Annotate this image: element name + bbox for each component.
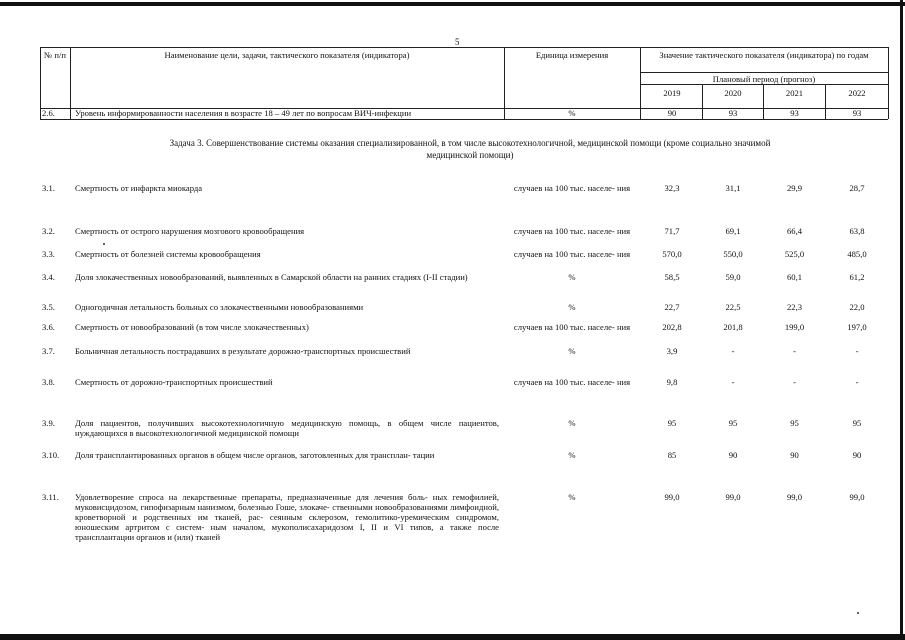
row-num: 3.6. xyxy=(42,322,55,332)
header-year-2020: 2020 xyxy=(724,88,742,98)
scan-border-right xyxy=(900,0,903,640)
row-value-2020: 550,0 xyxy=(723,249,743,259)
row-value-2020: 95 xyxy=(728,418,738,428)
row-value-2019: 95 xyxy=(667,418,677,428)
row-unit: % xyxy=(568,302,576,312)
scan-border-bottom xyxy=(0,634,905,640)
header-name: Наименование цели, задачи, тактического показателя (индикатора) xyxy=(164,50,410,60)
row-num: 3.5. xyxy=(42,302,55,312)
row-unit: случаев на 100 тыс. населе- ния xyxy=(513,322,631,332)
row-value-2021: 199,0 xyxy=(784,322,805,332)
row-value-2022: - xyxy=(855,377,859,387)
row-unit: % xyxy=(568,272,576,282)
row-num: 3.1. xyxy=(42,183,55,193)
row-value-2020: 90 xyxy=(728,450,738,460)
row-num: 2.6. xyxy=(42,108,55,118)
row-value-2022: 485,0 xyxy=(847,249,867,259)
scan-speck xyxy=(857,612,859,614)
row-value-2020: - xyxy=(731,346,735,356)
scan-border-top xyxy=(0,2,905,6)
row-value-2022: 93 xyxy=(852,108,862,118)
row-num: 3.2. xyxy=(42,226,55,236)
row-num: 3.3. xyxy=(42,249,55,259)
row-name: Смертность от острого нарушения мозгового кровообращения xyxy=(75,226,305,236)
row-value-2022: 99,0 xyxy=(849,492,865,502)
header-year-2022: 2022 xyxy=(848,88,866,98)
row-value-2019: 85 xyxy=(667,450,677,460)
row-num: 3.4. xyxy=(42,272,55,282)
row-unit: случаев на 100 тыс. населе- ния xyxy=(513,377,631,387)
row-value-2020: 69,1 xyxy=(725,226,741,236)
row-num: 3.9. xyxy=(42,418,55,428)
row-name: Одногодичная летальность больных со злокачественными новообразованиями xyxy=(75,302,364,312)
row-value-2020: 31,1 xyxy=(725,183,741,193)
row-name: Доля трансплантированных органов в общем числе органов, заготовленных для трансплан- тации xyxy=(75,450,435,460)
row-value-2022: - xyxy=(855,346,859,356)
row-value-2022: 95 xyxy=(852,418,862,428)
row-value-2021: 66,4 xyxy=(786,226,803,236)
row-value-2020: 59,0 xyxy=(725,272,741,282)
row-value-2021: 525,0 xyxy=(784,249,805,259)
row-unit: случаев на 100 тыс. населе- ния xyxy=(513,249,631,259)
row-num: 3.8. xyxy=(42,377,55,387)
row-value-2019: 71,7 xyxy=(664,226,680,236)
row-value-2022: 90 xyxy=(852,450,862,460)
row-unit: % xyxy=(568,346,576,356)
row-name: Доля злокачественных новообразований, выявленных в Самарской области на ранних стадиях (I-II стадии) xyxy=(75,272,468,282)
row-unit: % xyxy=(568,450,576,460)
row-value-2020: 22,5 xyxy=(725,302,741,312)
row-unit: % xyxy=(568,492,576,502)
row-value-2020: - xyxy=(731,377,735,387)
row-name: Смертность от дорожно-транспортных происшествий xyxy=(75,377,273,387)
row-name: Уровень информированности населения в возрасте 18 – 49 лет по вопросам ВИЧ-инфекции xyxy=(75,108,412,118)
row-value-2022: 61,2 xyxy=(849,272,865,282)
row-value-2019: 32,3 xyxy=(664,183,680,193)
row-value-2019: 9,8 xyxy=(666,377,678,387)
row-value-2019: 570,0 xyxy=(662,249,682,259)
task-3-title: Задача 3. Совершенствование системы оказания специализированной, в том числе высокотехнологичной, медицинской помощи (кроме социально значимой медицинской помощи) xyxy=(169,138,771,160)
row-num: 3.10. xyxy=(42,450,60,460)
row-value-2022: 197,0 xyxy=(847,322,867,332)
row-value-2021: 29,9 xyxy=(786,183,803,193)
row-value-2021: 90 xyxy=(790,450,799,460)
row-value-2021: 93 xyxy=(790,108,799,118)
row-value-2020: 99,0 xyxy=(725,492,741,502)
row-value-2022: 63,8 xyxy=(849,226,865,236)
row-name: Удовлетворение спроса на лекарственные препараты, предназначенные для лечения боль- ных гемофилией, муковисцидозом, гипофизарным нанизмом, болезнью Гоше, злокаче- ственными новообразованиями лимфоидной, кроветворной и родственных им тканей, рас- сеянным склерозом, гемолитико-уремическим синдромом, юношеским артритом с систем- ным началом, мукополисахаридозом I, II и VI типов, а также после трансплантации органов и (или) тканей xyxy=(75,492,499,542)
row-value-2019: 90 xyxy=(667,108,677,118)
row-value-2020: 93 xyxy=(728,108,738,118)
row-num: 3.7. xyxy=(42,346,55,356)
row-name: Больничная летальность пострадавших в результате дорожно-транспортных происшествий xyxy=(75,346,411,356)
row-value-2021: 95 xyxy=(790,418,799,428)
header-planned-period: Плановый период (прогноз) xyxy=(712,74,816,84)
row-name: Смертность от болезней системы кровообращения xyxy=(75,249,261,259)
row-value-2022: 28,7 xyxy=(849,183,865,193)
row-value-2019: 202,8 xyxy=(662,322,682,332)
header-year-2021: 2021 xyxy=(785,88,804,98)
row-value-2019: 3,9 xyxy=(666,346,678,356)
row-unit: % xyxy=(568,108,576,118)
row-value-2021: - xyxy=(793,377,796,387)
row-value-2020: 201,8 xyxy=(723,322,743,332)
row-unit: случаев на 100 тыс. населе- ния xyxy=(513,183,631,193)
row-unit: % xyxy=(568,418,576,428)
row-unit: случаев на 100 тыс. населе- ния xyxy=(513,226,631,236)
row-value-2019: 99,0 xyxy=(664,492,680,502)
row-value-2022: 22,0 xyxy=(849,302,865,312)
row-value-2019: 58,5 xyxy=(664,272,680,282)
row-value-2021: 60,1 xyxy=(786,272,803,282)
row-name: Доля пациентов, получивших высокотехнологичную медицинскую помощь, в общем числе пациентов, нуждающихся в высокотехнологичной медицинской помощи xyxy=(75,418,499,438)
row-value-2021: 99,0 xyxy=(786,492,803,502)
row-value-2019: 22,7 xyxy=(664,302,680,312)
row-value-2021: 22,3 xyxy=(786,302,803,312)
header-values: Значение тактического показателя (индикатора) по годам xyxy=(659,50,869,60)
row-num: 3.11. xyxy=(42,492,59,502)
header-year-2019: 2019 xyxy=(663,88,681,98)
scan-speck xyxy=(103,243,105,245)
row-name: Смертность от инфаркта миокарда xyxy=(75,183,203,193)
row-name: Смертность от новообразований (в том числе злокачественных) xyxy=(75,322,309,332)
header-unit: Единица измерения xyxy=(535,50,609,60)
page-number: 5 xyxy=(455,37,460,47)
row-value-2021: - xyxy=(793,346,796,356)
header-num: № п/п xyxy=(44,50,66,60)
